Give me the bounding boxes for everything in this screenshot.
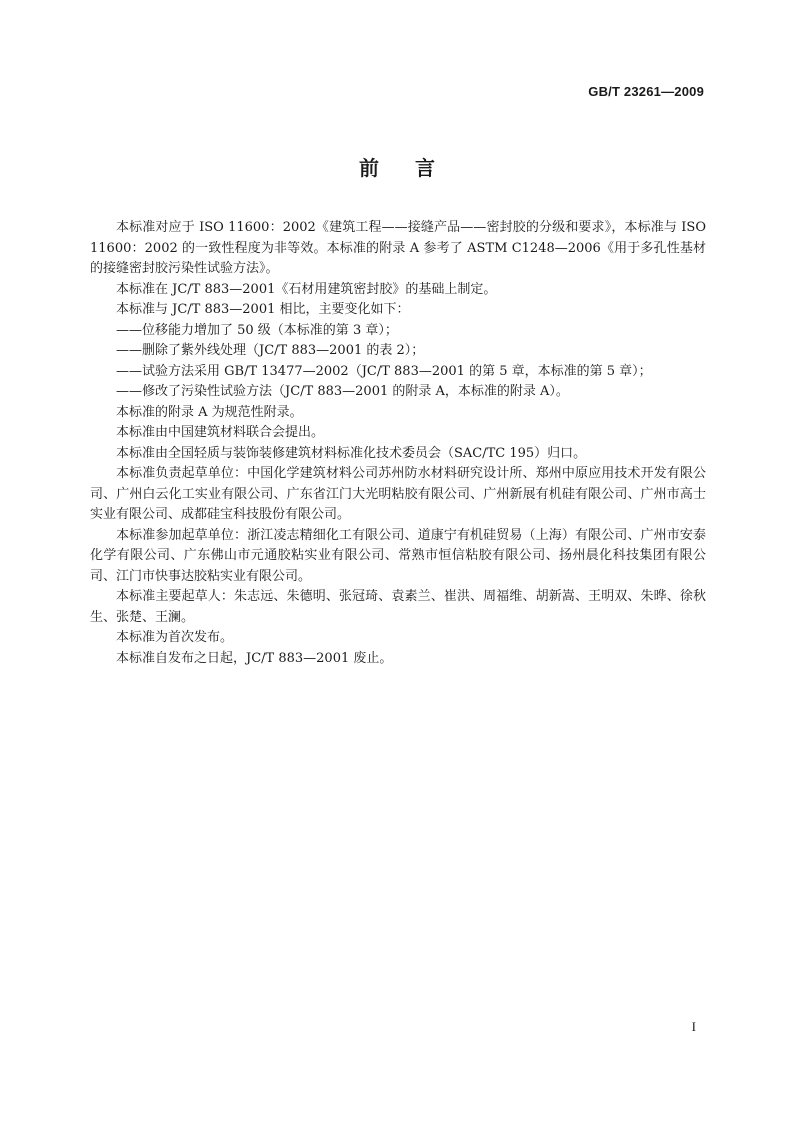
paragraph-first-issue: 本标准为首次发布。 [116,630,234,645]
paragraph-lead-drafters: 本标准负责起草单位：中国化学建筑材料公司苏州防水材料研究设计所、郑州中原应用技术开发有限公司、广州白云化工实业有限公司、广东省江门大光明粘胶有限公司、广州新展有机硅有限公司、广州市高士实业有限公司、成都硅宝科技股份有限公司。 [90,466,706,522]
paragraph-main-authors: 本标准主要起草人：朱志远、朱德明、张冠琦、袁素兰、崔洪、周福维、胡新嵩、王明双、朱晔、徐秋生、张楚、王澜。 [90,589,706,625]
standard-number: GB/T 23261—2009 [588,84,704,99]
change-item: ——修改了污染性试验方法（JC/T 883—2001 的附录 A，本标准的附录 A）。 [116,384,569,399]
page-number: I [691,1019,696,1034]
paragraph-proposer: 本标准由中国建筑材料联合会提出。 [116,425,325,440]
paragraph-abolition: 本标准自发布之日起，JC/T 883—2001 废止。 [116,650,393,666]
paragraph-participating-drafters: 本标准参加起草单位：浙江凌志精细化工有限公司、道康宁有机硅贸易（上海）有限公司、广州市安泰化学有限公司、广东佛山市元通胶粘实业有限公司、常熟市恒信粘胶有限公司、扬州晨化科技集团有限公司、江门市快事达胶粘实业有限公司。 [90,527,706,584]
change-item: ——删除了紫外线处理（JC/T 883—2001 的表 2）； [116,343,425,358]
change-item: ——试验方法采用 GB/T 13477—2002（JC/T 883—2001 的第 5 章，本标准的第 5 章）； [116,363,652,379]
change-item: ——位移能力增加了 50 级（本标准的第 3 章）； [116,322,398,338]
foreword-body [90,218,706,669]
paragraph-changes-intro: 本标准与 JC/T 883—2001 相比，主要变化如下： [116,302,410,317]
paragraph-correspondence: 本标准对应于 ISO 11600：2002《建筑工程——接缝产品——密封胶的分级和要求》，本标准与 ISO 11600：2002 的一致性程度为非等效。本标准的附录 A 参考了 ASTM C1248—2006《用于多孔性基材的接缝密封胶污染性试验方法》。 [90,220,706,276]
paragraph-basis: 本标准在 JC/T 883—2001《石材用建筑密封胶》的基础上制定。 [116,281,497,297]
paragraph-committee: 本标准由全国轻质与装饰装修建筑材料标准化技术委员会（SAC/TC 195）归口。 [116,445,587,461]
page-title: 前言 [359,156,471,180]
paragraph-annex: 本标准的附录 A 为规范性附录。 [116,404,303,420]
